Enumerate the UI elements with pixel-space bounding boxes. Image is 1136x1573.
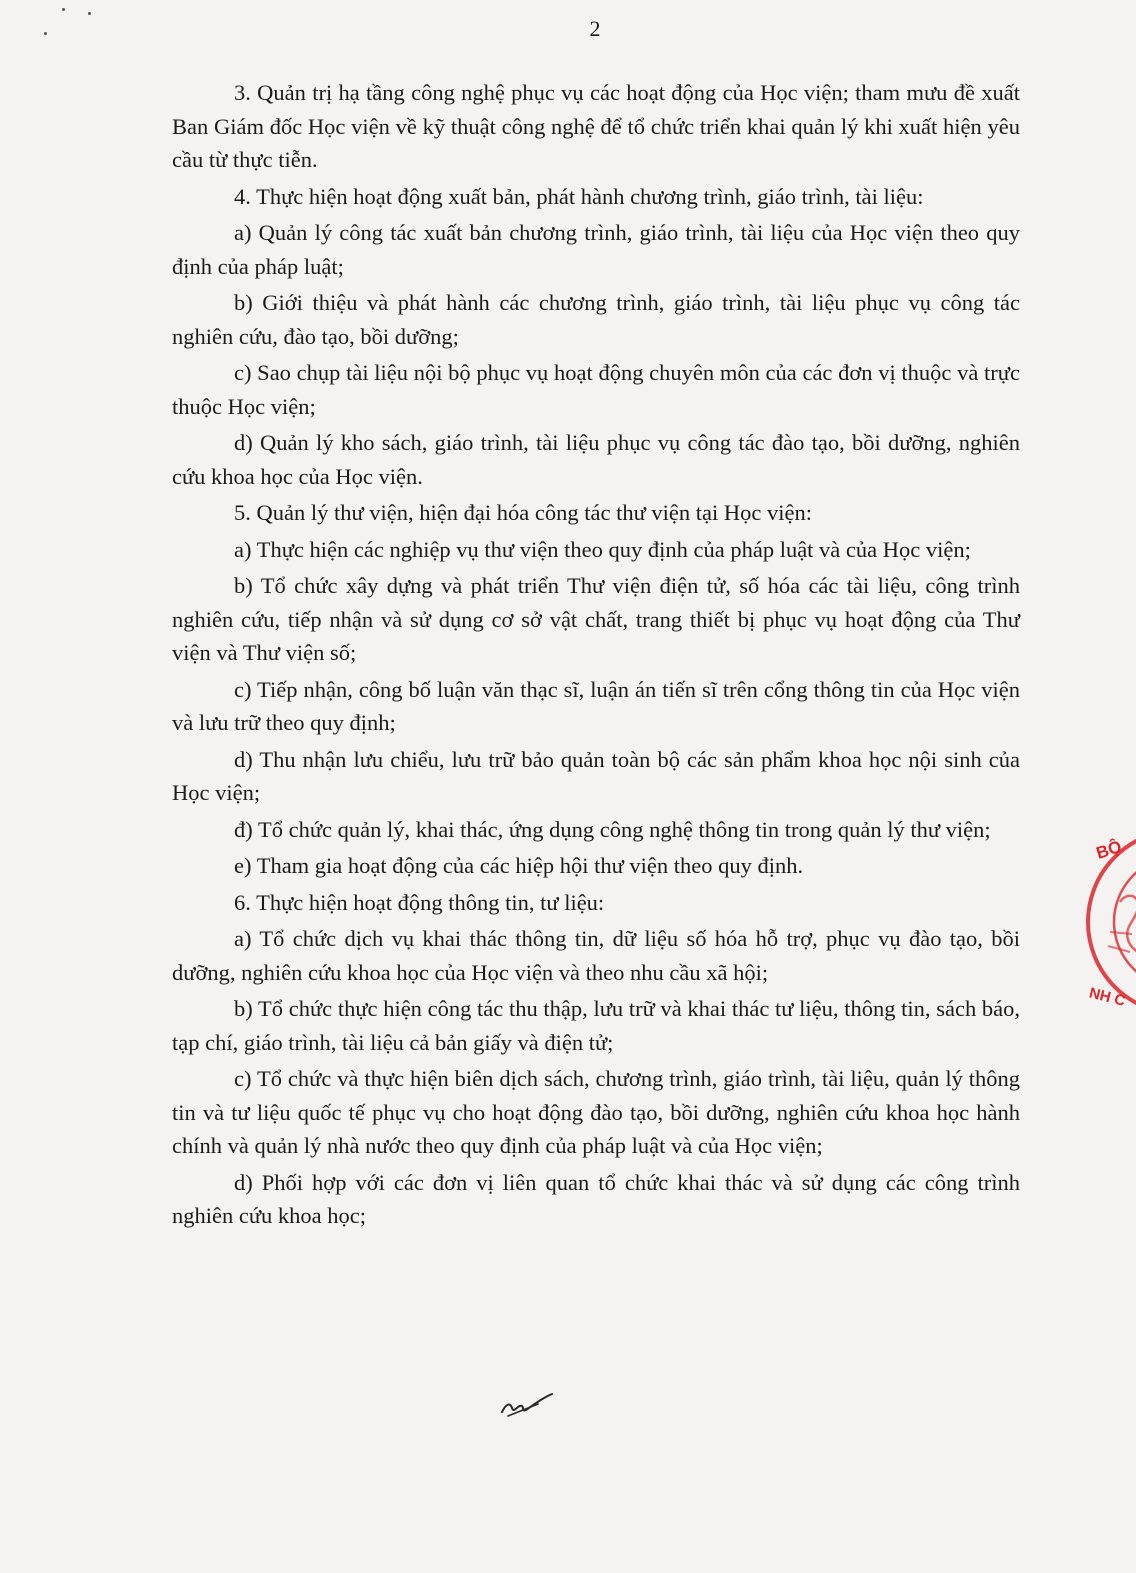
paragraph-6c: c) Tổ chức và thực hiện biên dịch sách, chương trình, giáo trình, tài liệu, quản lý thông tin và tư liệu quốc tế phục vụ cho hoạt động đào tạo, bồi dưỡng, nghiên cứu khoa học hành chính và quản lý nhà nước theo quy định của pháp luật và của Học viện; [172, 1066, 1020, 1158]
paragraph-5d: d) Thu nhận lưu chiểu, lưu trữ bảo quản toàn bộ các sản phẩm khoa học nội sinh của Học viện; [172, 746, 1020, 805]
paragraph-4d: d) Quản lý kho sách, giáo trình, tài liệu phục vụ công tác đào tạo, bồi dưỡng, nghiên cứu khoa học của Học viện. [172, 430, 1020, 489]
scan-speck [88, 12, 91, 15]
paragraph-6a: a) Tổ chức dịch vụ khai thác thông tin, dữ liệu số hóa hỗ trợ, phục vụ đào tạo, bồi dưỡng, nghiên cứu khoa học của Học viện và theo nhu cầu xã hội; [172, 926, 1020, 985]
paragraph-5c: c) Tiếp nhận, công bố luận văn thạc sĩ, luận án tiến sĩ trên cổng thông tin của Học viện và lưu trữ theo quy định; [172, 676, 1020, 735]
paragraph-4a: a) Quản lý công tác xuất bản chương trình, giáo trình, tài liệu của Học viện theo quy định của pháp luật; [172, 220, 1020, 279]
paragraph-4c: c) Sao chụp tài liệu nội bộ phục vụ hoạt động chuyên môn của các đơn vị thuộc và trực thuộc Học viện; [172, 360, 1020, 419]
paragraph-4b: b) Giới thiệu và phát hành các chương trình, giáo trình, tài liệu phục vụ công tác nghiên cứu, đào tạo, bồi dưỡng; [172, 290, 1020, 349]
paragraph-3: 3. Quản trị hạ tầng công nghệ phục vụ các hoạt động của Học viện; tham mưu đề xuất Ban Giám đốc Học viện về kỹ thuật công nghệ để tổ chức triển khai quản lý khi xuất hiện yêu cầu từ thực tiễn. [172, 80, 1020, 172]
official-seal [1080, 822, 1136, 1022]
paragraph-5e: e) Tham gia hoạt động của các hiệp hội thư viện theo quy định. [234, 853, 804, 878]
seal-text-top: BỘ [1093, 836, 1124, 863]
paragraph-5b: b) Tổ chức xây dựng và phát triển Thư viện điện tử, số hóa các tài liệu, công trình nghiên cứu, tiếp nhận và sử dụng cơ sở vật chất, trang thiết bị phục vụ hoạt động của Thư viện và Thư viện số; [172, 573, 1020, 665]
paragraph-4: 4. Thực hiện hoạt động xuất bản, phát hành chương trình, giáo trình, tài liệu: [234, 183, 924, 209]
paragraph-5: 5. Quản lý thư viện, hiện đại hóa công tác thư viện tại Học viện: [234, 500, 812, 525]
seal-text-bottom: NH C [1087, 984, 1128, 1010]
paragraph-5dd: đ) Tổ chức quản lý, khai thác, ứng dụng công nghệ thông tin trong quản lý thư viện; [234, 816, 991, 842]
paragraph-6b: b) Tổ chức thực hiện công tác thu thập, lưu trữ và khai thác tư liệu, thông tin, sách báo, tạp chí, giáo trình, tài liệu cả bản giấy và điện tử; [172, 996, 1020, 1055]
page-number: 2 [589, 16, 601, 41]
paragraph-5a: a) Thực hiện các nghiệp vụ thư viện theo quy định của pháp luật và của Học viện; [234, 536, 971, 562]
initial-signature-icon [498, 1390, 558, 1425]
paragraph-6d: d) Phối hợp với các đơn vị liên quan tổ chức khai thác và sử dụng các công trình nghiên cứu khoa học; [172, 1169, 1020, 1228]
document-body [172, 76, 1020, 1236]
scan-speck [62, 8, 65, 11]
paragraph-6: 6. Thực hiện hoạt động thông tin, tư liệu: [234, 889, 605, 915]
